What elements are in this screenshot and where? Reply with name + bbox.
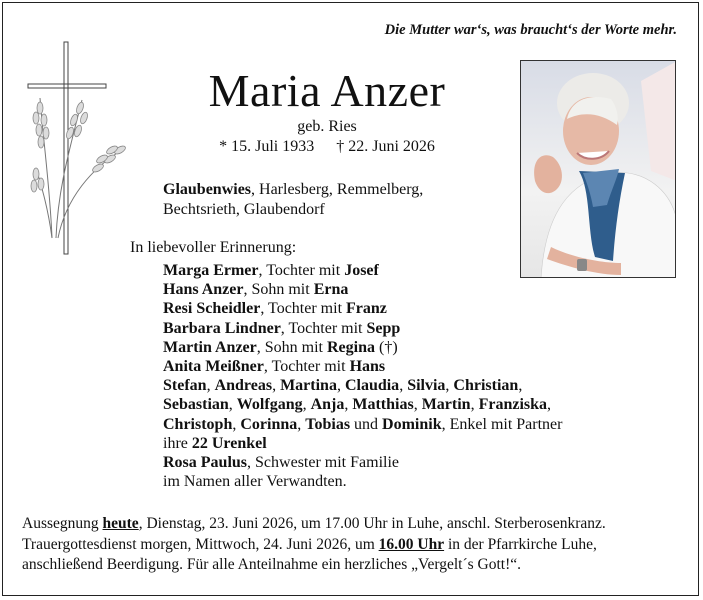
grandchildren-line-3: Christoph, Corinna, Tobias und Dominik, Enkel mit Partner: [163, 415, 563, 433]
grandchild-name: Martin: [421, 396, 471, 414]
great-grandchildren-prefix: ihre: [163, 434, 192, 452]
service-text: Trauergottesdienst morgen, Mittwoch, 24. Juni 2026, um: [22, 535, 379, 553]
mourner-name: Barbara Lindner: [163, 319, 281, 337]
mourner-name: Resi Scheidler: [163, 300, 261, 318]
grandchild-name: Christian: [453, 377, 519, 395]
mourner-name: Hans Anzer: [163, 281, 244, 299]
service-line-1: [22, 514, 692, 535]
sister: [163, 453, 613, 472]
grandchild-name: Wolfgang: [236, 396, 303, 414]
mourner-partner: Hans: [349, 358, 386, 376]
mourner-name: Marga Ermer: [163, 262, 259, 279]
place-rest: , Harlesberg, Remmelberg, Bechtsrieth, Glaubendorf: [163, 181, 424, 218]
grandchild-name: Tobias: [305, 415, 351, 433]
mourner-partner: Erna: [313, 281, 349, 299]
relatives-line: im Namen aller Verwandten.: [163, 473, 347, 491]
mourner-partner: Sepp: [366, 319, 401, 337]
sister-name: Rosa Paulus: [163, 454, 248, 472]
grandchild-name: Claudia: [344, 377, 400, 395]
grandchild-name: Martina: [280, 377, 337, 395]
grandchildren-line-1: Stefan, Andreas, Martina, Claudia, Silvia, Christian,: [163, 377, 523, 395]
grandchild-name: Corinna: [240, 415, 298, 433]
grandchild-name: Dominik: [382, 415, 442, 433]
mourners-list: [163, 261, 613, 491]
places: [163, 180, 493, 220]
list-item: [163, 338, 613, 357]
portrait-photo: [520, 60, 676, 278]
mourner-relation: , Tochter mit: [258, 262, 345, 279]
mourner-partner: Franz: [346, 300, 387, 318]
list-item: [163, 261, 613, 280]
list-item: [163, 299, 613, 318]
grandchild-name: Silvia: [407, 377, 446, 395]
mourner-partner: Regina: [326, 338, 375, 356]
service-line-3: anschließend Beerdigung. Für alle Anteilnahme ein herzliches „Vergelt´s Gott!“.: [22, 556, 521, 573]
mourner-partner: Josef: [344, 262, 379, 279]
grandchild-name: Andreas: [214, 377, 273, 395]
death-date: † 22. Juni 2026: [336, 138, 435, 155]
memory-label: In liebevoller Erinnerung:: [130, 239, 297, 256]
service-line-2: [22, 535, 692, 556]
grandchild-name: Stefan: [163, 377, 207, 395]
mourner-name: Martin Anzer: [163, 338, 257, 356]
mourner-relation: , Sohn mit: [243, 281, 314, 299]
sister-relation: , Schwester mit Familie: [247, 454, 400, 472]
grandchild-name: Anja: [310, 396, 345, 414]
grandchild-name: Matthias: [352, 396, 414, 414]
motto: Die Mutter war‘s, was braucht‘s der Worte mehr.: [384, 22, 677, 38]
birth-name: geb. Ries: [297, 118, 357, 135]
service-emphasis: heute: [102, 515, 139, 532]
mourner-relation: , Tochter mit: [260, 300, 347, 318]
great-grandchildren: [163, 434, 613, 453]
portrait-image: [521, 61, 676, 278]
grandchildren-line-2: Sebastian, Wolfgang, Anja, Matthias, Martin, Franziska,: [163, 396, 552, 414]
service-emphasis: 16.00 Uhr: [378, 535, 445, 553]
mourner-relation: , Sohn mit: [256, 338, 327, 356]
deceased-name: Maria Anzer: [208, 65, 446, 116]
list-item: [163, 357, 613, 376]
great-grandchildren-count: 22 Urenkel: [191, 434, 267, 452]
service-info: [22, 514, 692, 576]
grandchildren-suffix: , Enkel mit Partner: [441, 415, 563, 433]
birth-date: * 15. Juli 1933: [219, 138, 315, 155]
grandchild-name: Sebastian: [163, 396, 229, 414]
service-text: in der Pfarrkirche Luhe,: [444, 535, 597, 553]
mourner-name: Anita Meißner: [163, 358, 264, 376]
mourner-relation: , Tochter mit: [280, 319, 367, 337]
and-word: und: [350, 415, 383, 433]
place-main: Glaubenwies: [163, 181, 252, 198]
mourner-relation: , Tochter mit: [263, 358, 350, 376]
service-text: Aussegnung: [22, 515, 103, 532]
list-item: [163, 280, 613, 299]
grandchild-name: Franziska: [478, 396, 548, 414]
grandchild-name: Christoph: [163, 415, 233, 433]
mourner-tail: (†): [374, 338, 398, 356]
list-item: [163, 319, 613, 338]
service-text: , Dienstag, 23. Juni 2026, um 17.00 Uhr in Luhe, anschl. Sterberosenkranz.: [138, 515, 606, 532]
